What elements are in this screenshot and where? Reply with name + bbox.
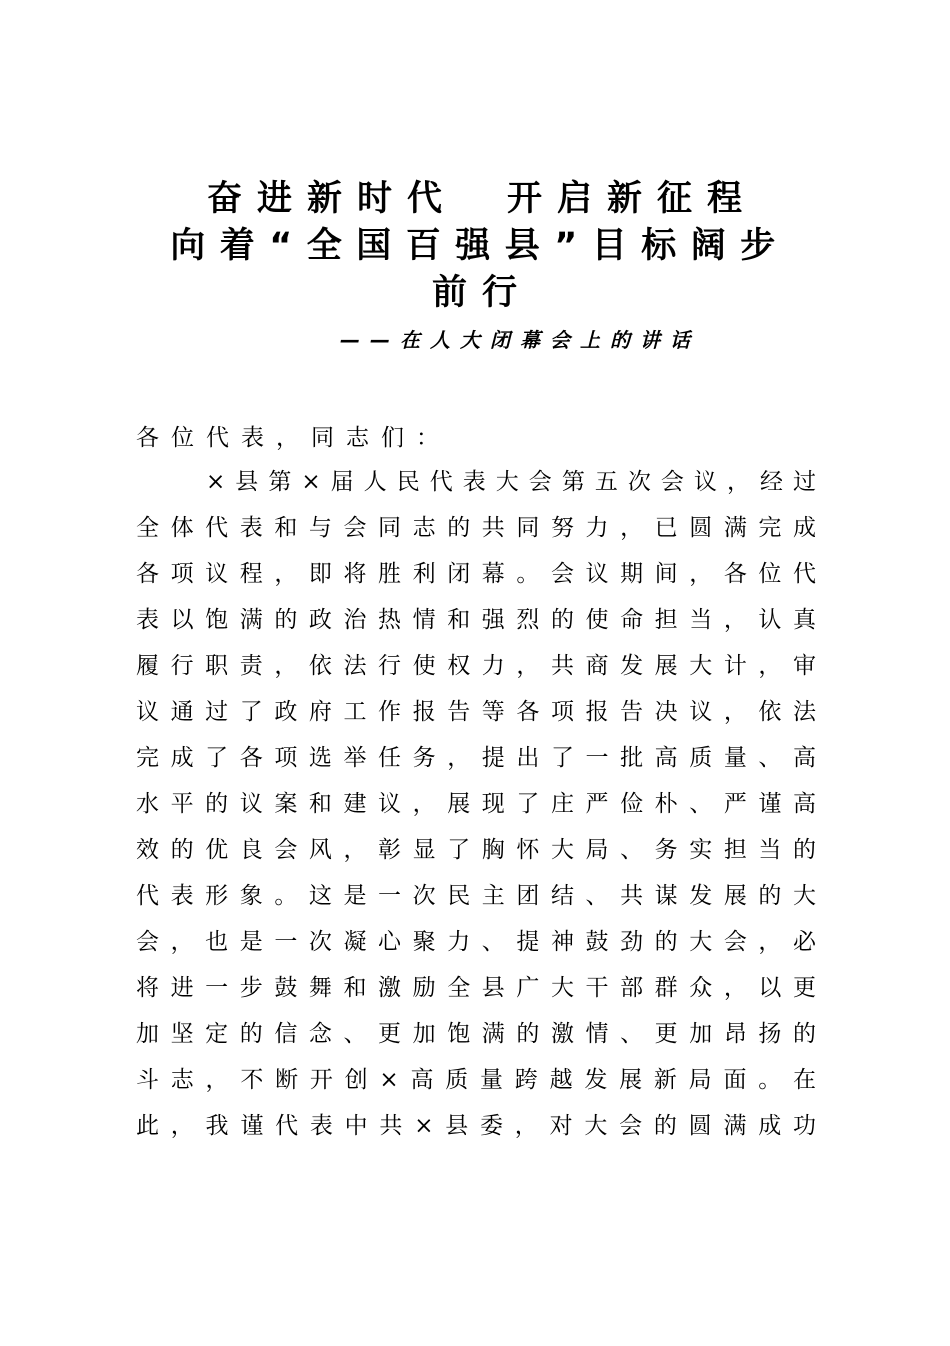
paragraph-line: 将进一步鼓舞和激励全县广大干部群众，以更 [136,975,816,1001]
paragraph-line: 代表形象。这是一次民主团结、共谋发展的大 [136,883,816,909]
paragraph-line: 斗志，不断开创×高质量跨越发展新局面。在 [136,1067,816,1093]
paragraph-line: 加坚定的信念、更加饱满的激情、更加昂扬的 [136,1021,816,1047]
paragraph-line: 各项议程，即将胜利闭幕。会议期间，各位代 [136,561,816,587]
salutation: 各位代表，同志们： [136,425,451,451]
title-line-2: 向着“全国百强县”目标阔步 [170,226,790,266]
paragraph-line: 履行职责，依法行使权力，共商发展大计，审 [136,653,816,679]
paragraph-line: 议通过了政府工作报告等各项报告决议，依法 [136,699,816,725]
title-line-3: 前行 [431,273,532,313]
paragraph-line: 水平的议案和建议，展现了庄严俭朴、严谨高 [136,791,816,817]
paragraph-line: 效的优良会风，彰显了胸怀大局、务实担当的 [136,837,816,863]
subtitle: ——在人大闭幕会上的讲话 [340,328,700,352]
title-line-1: 奋进新时代 开启新征程 [206,179,757,219]
paragraph-line: 会，也是一次凝心聚力、提神鼓劲的大会，必 [136,929,816,955]
paragraph-line: 全体代表和与会同志的共同努力，已圆满完成 [136,515,816,541]
paragraph-line: ×县第×届人民代表大会第五次会议，经过 [206,469,816,495]
body-paragraph [136,462,816,1152]
paragraph-line: 表以饱满的政治热情和强烈的使命担当，认真 [136,607,816,633]
paragraph-line: 完成了各项选举任务，提出了一批高质量、高 [136,745,816,771]
title-block [0,176,950,355]
paragraph-line: 此，我谨代表中共×县委，对大会的圆满成功 [136,1113,816,1139]
